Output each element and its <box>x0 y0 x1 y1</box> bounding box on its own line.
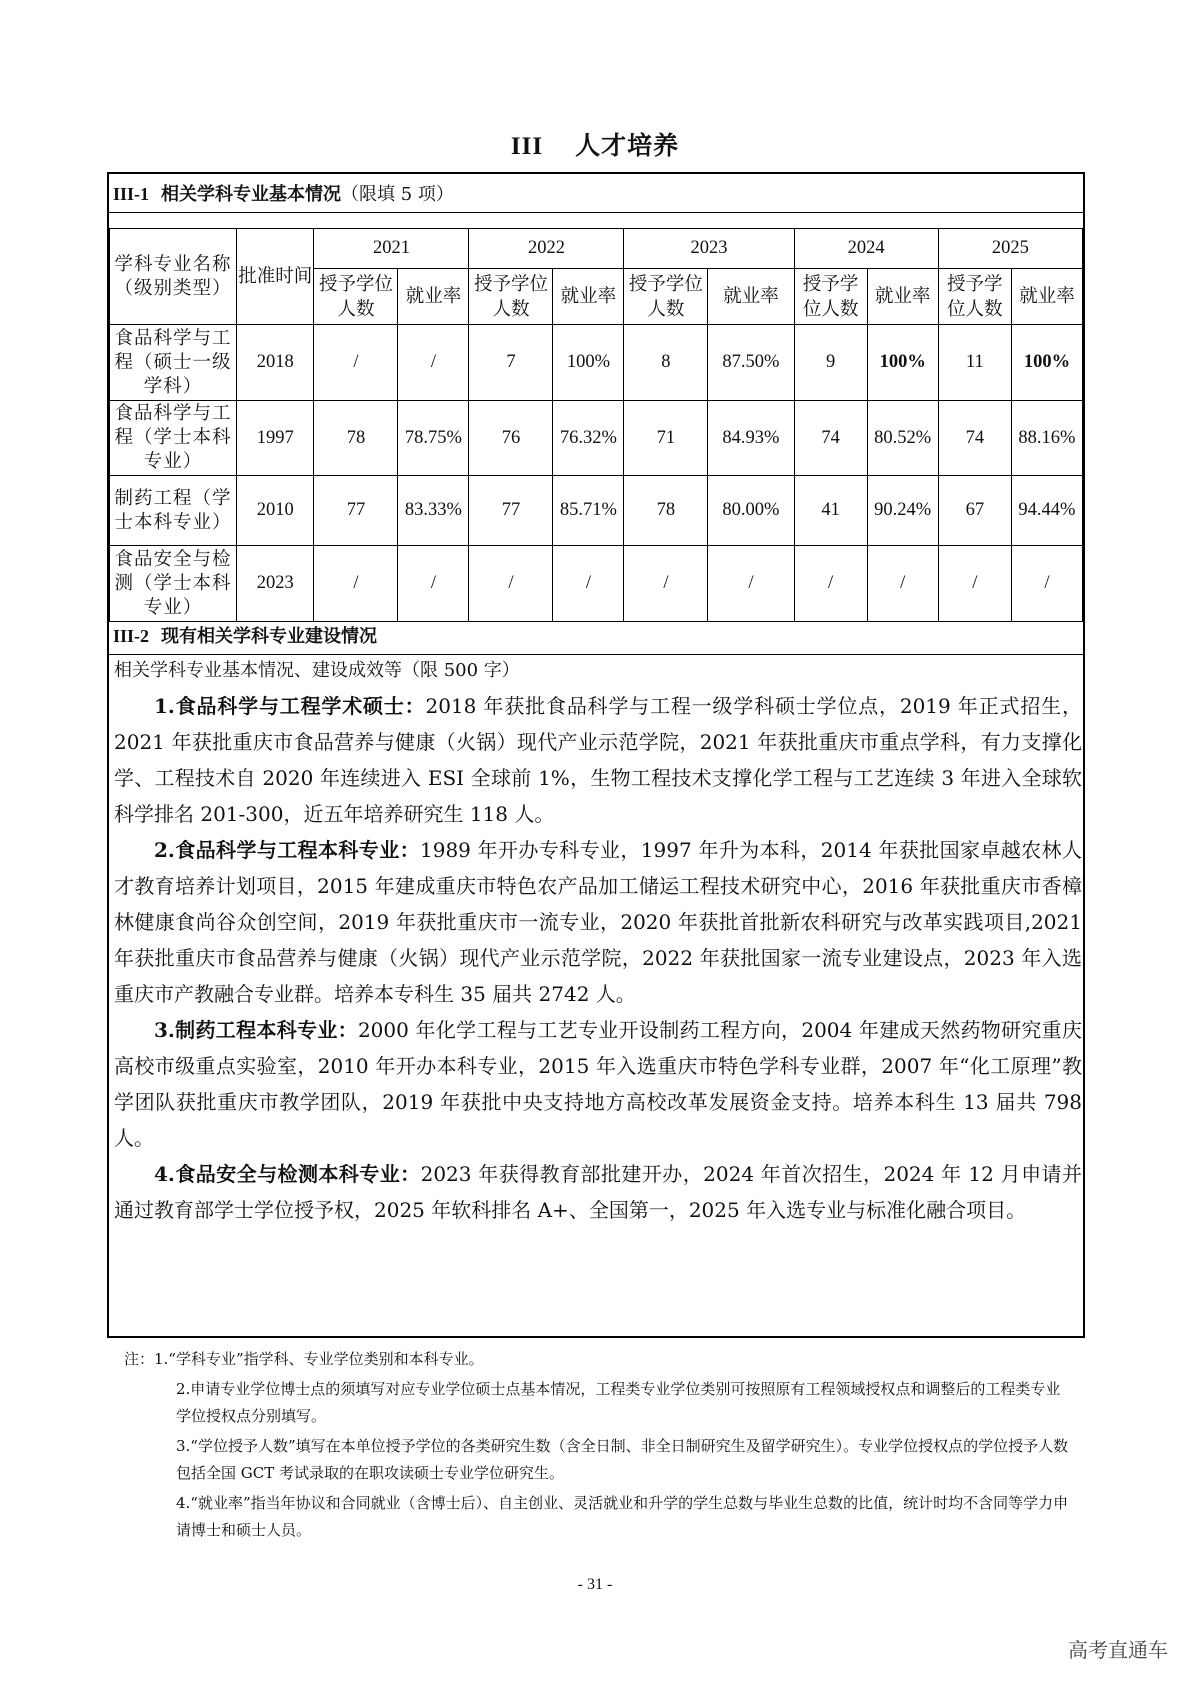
cell: 8 <box>624 325 708 401</box>
footnote: 注：1.“学科专业”指学科、专业学位类别和本科专业。 <box>124 1350 484 1368</box>
header-employment-rate: 就业率 <box>708 269 794 325</box>
section-1-note: （限填 5 项） <box>341 184 454 205</box>
construction-description <box>114 656 1082 1228</box>
paragraph-text: 2018 年获批食品科学与工程一级学科硕士学位点，2019 年正式招生，2021 年获批重庆市食品营养与健康（火锅）现代产业示范学院，2021 年获批重庆市重点学科，有力支撑化学、工程技术自 2020 年连续进入 ESI 全球前 1%，生物工程技术支撑化学工程与工艺连续 3 年进入全球软科学排名 201-300，近五年培养研究生 118 人。 <box>114 694 1082 826</box>
section-1-number: III-1 <box>113 184 150 204</box>
header-time: 批准时间 <box>237 229 314 325</box>
chapter-title: 人才培养 <box>575 131 680 160</box>
header-degree-count: 授予学位人数 <box>938 269 1011 325</box>
header-degree-count: 授予学位人数 <box>469 269 553 325</box>
cell: 100% <box>1011 325 1082 401</box>
section-divider <box>109 654 1083 655</box>
header-year: 2021 <box>314 229 469 269</box>
watermark: 高考直通车 <box>1068 1638 1168 1662</box>
paragraph-lead: 1.食品科学与工程学术硕士： <box>154 694 426 718</box>
header-degree-count: 授予学位人数 <box>314 269 398 325</box>
row-time: 2010 <box>237 476 314 546</box>
cell: / <box>708 546 794 622</box>
cell: 83.33% <box>398 476 469 546</box>
table-row <box>110 546 1083 622</box>
row-name: 食品科学与工程（硕士一级学科） <box>110 325 237 401</box>
page-number: - 31 - <box>577 1576 613 1593</box>
row-name: 制药工程（学士本科专业） <box>110 476 237 546</box>
cell: 78 <box>624 476 708 546</box>
cell: / <box>867 546 938 622</box>
content-frame <box>107 172 1085 1338</box>
header-year: 2024 <box>794 229 938 269</box>
cell: 41 <box>794 476 867 546</box>
section-1-header <box>109 180 1083 206</box>
section-2-header <box>109 622 1083 648</box>
section-1-title: 相关学科专业基本情况 <box>161 184 342 205</box>
cell: 74 <box>938 401 1011 476</box>
cell: 78.75% <box>398 401 469 476</box>
header-employment-rate: 就业率 <box>1011 269 1082 325</box>
cell: 77 <box>314 476 398 546</box>
section-divider <box>109 212 1083 213</box>
cell: 9 <box>794 325 867 401</box>
header-employment-rate: 就业率 <box>867 269 938 325</box>
table-row <box>110 401 1083 476</box>
cell: / <box>469 546 553 622</box>
cell: / <box>398 325 469 401</box>
cell: / <box>794 546 867 622</box>
discipline-table <box>109 228 1083 622</box>
cell: 80.00% <box>708 476 794 546</box>
chapter-roman: III <box>510 133 544 160</box>
cell: 85.71% <box>553 476 624 546</box>
cell: 100% <box>867 325 938 401</box>
cell: 78 <box>314 401 398 476</box>
cell: / <box>624 546 708 622</box>
table-row <box>110 325 1083 401</box>
row-time: 2023 <box>237 546 314 622</box>
cell: 74 <box>794 401 867 476</box>
header-degree-count: 授予学位人数 <box>624 269 708 325</box>
cell: 100% <box>553 325 624 401</box>
paragraph-text: 2023 年获得教育部批建开办，2024 年首次招生，2024 年 12 月申请并通过教育部学士学位授予权，2025 年软科排名 A+、全国第一，2025 年入选专业与标准化融合项目。 <box>114 1162 1082 1222</box>
paragraph-text: 1989 年开办专科专业，1997 年升为本科，2014 年获批国家卓越农林人才教育培养计划项目，2015 年建成重庆市特色农产品加工储运工程技术研究中心，2016 年获批重庆市香樟林健康食尚谷众创空间，2019 年获批重庆市一流专业，2020 年获批首批新农科研究与改革实践项目,2021 年获批重庆市食品营养与健康（火锅）现代产业示范学院，2022 年获批国家一流专业建设点，2023 年入选重庆市产教融合专业群。培养本专科生 35 届共 2742 人。 <box>114 838 1082 1006</box>
paragraph-lead: 2.食品科学与工程本科专业： <box>154 838 420 862</box>
table-row <box>110 476 1083 546</box>
cell: 67 <box>938 476 1011 546</box>
paragraph <box>114 1156 1082 1228</box>
description-intro: 相关学科专业基本情况、建设成效等（限 500 字） <box>114 660 520 681</box>
row-name: 食品安全与检测（学士本科专业） <box>110 546 237 622</box>
row-name: 食品科学与工程（学士本科专业） <box>110 401 237 476</box>
cell: 88.16% <box>1011 401 1082 476</box>
footnote: 3.“学位授予人数”填写在本单位授予学位的各类研究生数（含全日制、非全日制研究生及留学研究生）。专业学位授权点的学位授予人数包括全国 GCT 考试录取的在职攻读硕士专业学位研究生。 <box>176 1437 1069 1482</box>
cell: 71 <box>624 401 708 476</box>
cell: / <box>398 546 469 622</box>
header-degree-count: 授予学位人数 <box>794 269 867 325</box>
footnote: 4.“就业率”指当年协议和合同就业（含博士后）、自主创业、灵活就业和升学的学生总数与毕业生总数的比值，统计时均不含同等学力申请博士和硕士人员。 <box>176 1494 1069 1539</box>
footnote: 2.申请专业学位博士点的须填写对应专业学位硕士点基本情况，工程类专业学位类别可按照原有工程领域授权点和调整后的工程类专业学位授权点分别填写。 <box>176 1380 1061 1425</box>
cell: 94.44% <box>1011 476 1082 546</box>
cell: 80.52% <box>867 401 938 476</box>
header-year: 2025 <box>938 229 1082 269</box>
header-year: 2023 <box>624 229 794 269</box>
header-name: 学科专业名称（级别类型） <box>110 229 237 325</box>
cell: 84.93% <box>708 401 794 476</box>
row-time: 2018 <box>237 325 314 401</box>
cell: / <box>314 546 398 622</box>
cell: 76 <box>469 401 553 476</box>
header-employment-rate: 就业率 <box>553 269 624 325</box>
cell: / <box>553 546 624 622</box>
footnotes <box>124 1346 1074 1547</box>
cell: 87.50% <box>708 325 794 401</box>
section-2-title: 现有相关学科专业建设情况 <box>161 626 378 647</box>
cell: 11 <box>938 325 1011 401</box>
row-time: 1997 <box>237 401 314 476</box>
paragraph-text: 2000 年化学工程与工艺专业开设制药工程方向，2004 年建成天然药物研究重庆高校市级重点实验室，2010 年开办本科专业，2015 年入选重庆市特色学科专业群，2007 年“化工原理”教学团队获批重庆市教学团队，2019 年获批中央支持地方高校改革发展资金支持。培养本科生 13 届共 798 人。 <box>114 1018 1082 1150</box>
cell: 90.24% <box>867 476 938 546</box>
header-year: 2022 <box>469 229 624 269</box>
paragraph <box>114 688 1082 832</box>
cell: 76.32% <box>553 401 624 476</box>
paragraph-lead: 4.食品安全与检测本科专业： <box>154 1162 421 1186</box>
cell: 77 <box>469 476 553 546</box>
cell: / <box>314 325 398 401</box>
paragraph <box>114 832 1082 1012</box>
cell: / <box>1011 546 1082 622</box>
cell: 7 <box>469 325 553 401</box>
page-title <box>0 126 1190 162</box>
cell: / <box>938 546 1011 622</box>
paragraph-lead: 3.制药工程本科专业： <box>154 1018 358 1042</box>
paragraph <box>114 1012 1082 1156</box>
header-employment-rate: 就业率 <box>398 269 469 325</box>
section-2-number: III-2 <box>113 626 150 646</box>
